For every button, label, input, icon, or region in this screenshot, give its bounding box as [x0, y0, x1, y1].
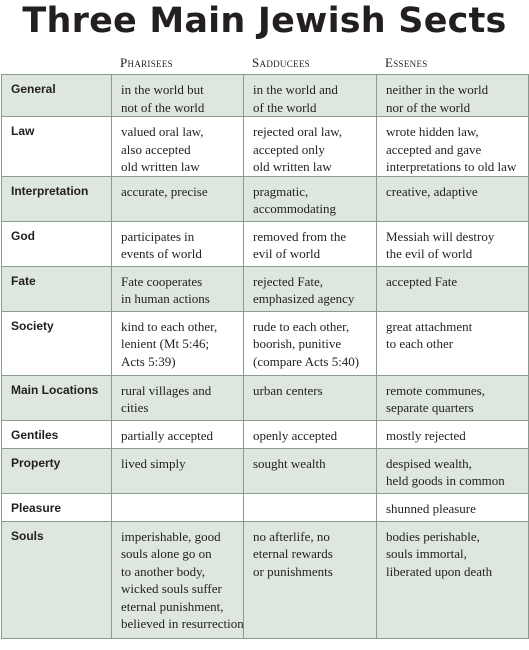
cell-text-line: no afterlife, no: [253, 528, 330, 544]
cell-text-line: also accepted: [121, 141, 191, 157]
cell-text-line: liberated upon death: [386, 563, 493, 579]
row-label: Gentiles: [2, 420, 112, 448]
sects-comparison-table: [1, 74, 529, 639]
cell-essenes: [377, 420, 529, 448]
cell-pharisees: [112, 266, 244, 311]
cell-text-line: souls immortal,: [386, 546, 467, 561]
cell-sadducees: [244, 266, 377, 311]
column-header-sadducees: Sadducees: [252, 55, 310, 70]
table-row: [2, 176, 529, 221]
cell-text-line: old written law: [253, 159, 332, 174]
row-label: God: [2, 221, 112, 266]
cell-text-line: separate quarters: [386, 400, 474, 415]
cell-essenes: [377, 311, 529, 375]
cell-essenes: [377, 176, 529, 221]
cell-text-line: imperishable, good: [121, 528, 221, 544]
cell-sadducees: [244, 448, 377, 493]
row-label: Fate: [2, 266, 112, 311]
cell-text-line: openly accepted: [253, 427, 338, 443]
cell-text-line: accurate, precise: [121, 183, 208, 199]
cell-pharisees: [112, 221, 244, 266]
table-row: [2, 266, 529, 311]
cell-text-line: lenient (Mt 5:46;: [121, 336, 210, 351]
cell-text-line: events of world: [121, 246, 202, 261]
row-label: Main Locations: [2, 375, 112, 420]
cell-text-line: neither in the world: [386, 82, 489, 97]
cell-text-line: or punishments: [253, 563, 333, 579]
row-label: Society: [2, 311, 112, 375]
cell-pharisees: [112, 521, 244, 638]
cell-essenes: [377, 221, 529, 266]
cell-text-line: believed in resurrection: [121, 616, 244, 631]
cell-text-line: emphasized agency: [253, 291, 355, 306]
cell-text-line: souls alone go on: [121, 546, 212, 561]
cell-text-line: urban centers: [253, 382, 323, 398]
cell-sadducees: [244, 311, 377, 375]
cell-text-line: Fate cooperates: [121, 273, 203, 289]
cell-text-line: bodies perishable,: [386, 528, 480, 544]
cell-text-line: rude to each other,: [253, 318, 350, 334]
cell-sadducees: [244, 221, 377, 266]
table-row: [2, 221, 529, 266]
cell-text-line: remote communes,: [386, 382, 485, 398]
cell-essenes: [377, 521, 529, 638]
cell-pharisees: [112, 448, 244, 493]
column-header-pharisees: Pharisees: [120, 55, 173, 70]
cell-text-line: interpretations to old law: [386, 159, 517, 174]
cell-text-line: in the world and: [253, 82, 338, 97]
cell-pharisees: [112, 117, 244, 177]
column-header-essenes: Essenes: [385, 55, 428, 70]
cell-text-line: rejected Fate,: [253, 273, 324, 289]
cell-text-line: (compare Acts 5:40): [253, 353, 360, 369]
cell-essenes: [377, 117, 529, 177]
cell-sadducees: [244, 493, 377, 521]
cell-essenes: [377, 448, 529, 493]
cell-text-line: accepted Fate: [386, 273, 458, 289]
cell-pharisees: [112, 420, 244, 448]
cell-text-line: to another body,: [121, 563, 205, 579]
cell-text-line: participates in: [121, 228, 195, 244]
cell-text-line: eternal punishment,: [121, 598, 224, 614]
table-row: [2, 375, 529, 420]
row-label: Law: [2, 117, 112, 177]
cell-text-line: mostly rejected: [386, 427, 466, 443]
cell-text-line: to each other: [386, 336, 454, 351]
cell-essenes: [377, 75, 529, 117]
row-label: Souls: [2, 521, 112, 638]
cell-text-line: valued oral law,: [121, 124, 204, 139]
cell-text-line: wrote hidden law,: [386, 124, 479, 139]
cell-pharisees: [112, 75, 244, 117]
table-row: [2, 117, 529, 177]
cell-pharisees: [112, 375, 244, 420]
row-label: Property: [2, 448, 112, 493]
page-title: Three Main Jewish Sects: [22, 1, 507, 41]
cell-pharisees: [112, 493, 244, 521]
cell-text-line: kind to each other,: [121, 318, 218, 334]
cell-text-line: partially accepted: [121, 427, 214, 443]
row-label: Interpretation: [2, 176, 112, 221]
cell-text-line: cities: [121, 400, 149, 415]
table-row: [2, 420, 529, 448]
cell-text-line: pragmatic,: [253, 183, 309, 199]
row-label: Pleasure: [2, 493, 112, 521]
cell-text-line: not of the world: [121, 99, 205, 115]
cell-text-line: accepted only: [253, 141, 325, 157]
cell-text-line: shunned pleasure: [386, 500, 476, 516]
cell-sadducees: [244, 75, 377, 117]
cell-essenes: [377, 266, 529, 311]
cell-text-line: in human actions: [121, 291, 210, 306]
cell-text-line: despised wealth,: [386, 455, 472, 471]
cell-pharisees: [112, 311, 244, 375]
cell-text-line: of the world: [253, 99, 317, 115]
cell-text-line: in the world but: [121, 82, 204, 97]
cell-text-line: rejected oral law,: [253, 124, 343, 139]
cell-text-line: Messiah will destroy: [386, 228, 495, 244]
cell-text-line: the evil of world: [386, 246, 473, 261]
cell-text-line: evil of world: [253, 246, 321, 261]
cell-text-line: accepted and gave: [386, 141, 482, 157]
cell-text-line: lived simply: [121, 455, 186, 471]
table-row: [2, 75, 529, 117]
cell-text-line: boorish, punitive: [253, 336, 342, 351]
cell-sadducees: [244, 176, 377, 221]
cell-text-line: eternal rewards: [253, 546, 333, 561]
table-row: [2, 521, 529, 638]
cell-sadducees: [244, 521, 377, 638]
cell-text-line: nor of the world: [386, 99, 471, 115]
table-row: [2, 311, 529, 375]
cell-text-line: rural villages and: [121, 382, 212, 398]
cell-text-line: held goods in common: [386, 473, 505, 488]
cell-text-line: removed from the: [253, 228, 347, 244]
cell-sadducees: [244, 117, 377, 177]
cell-text-line: old written law: [121, 159, 200, 174]
cell-sadducees: [244, 375, 377, 420]
cell-sadducees: [244, 420, 377, 448]
cell-text-line: Acts 5:39): [121, 353, 176, 369]
table-row: [2, 493, 529, 521]
cell-essenes: [377, 493, 529, 521]
cell-text-line: great attachment: [386, 318, 473, 334]
cell-text-line: creative, adaptive: [386, 183, 478, 199]
cell-text-line: wicked souls suffer: [121, 581, 222, 596]
cell-text-line: sought wealth: [253, 455, 326, 471]
table-row: [2, 448, 529, 493]
cell-essenes: [377, 375, 529, 420]
cell-text-line: accommodating: [253, 201, 337, 216]
row-label: General: [2, 75, 112, 117]
cell-pharisees: [112, 176, 244, 221]
